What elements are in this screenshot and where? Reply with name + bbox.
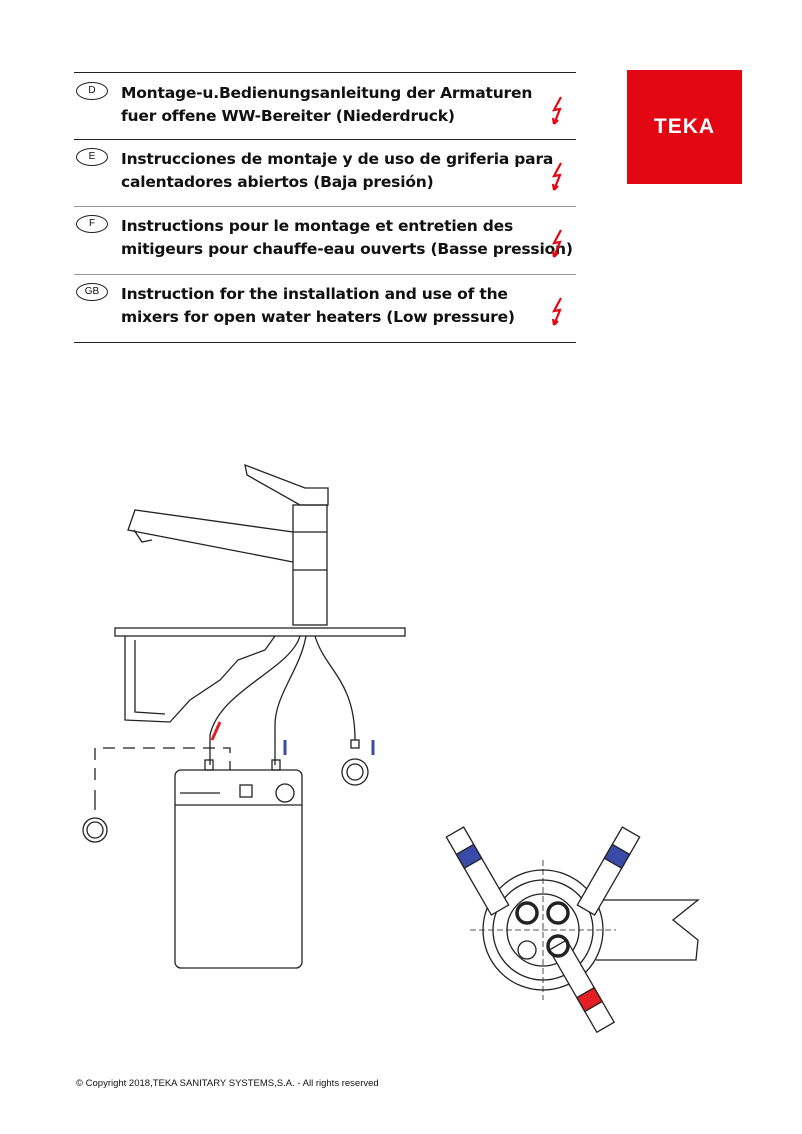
section-title: Montage-u.Bedienungsanleitung der Armaturen fuer offene WW-Bereiter (Niederdruck)	[121, 84, 533, 125]
divider	[74, 274, 576, 275]
divider	[74, 72, 576, 73]
section-title: Instrucciones de montaje y de uso de griferia para calentadores abiertos (Baja presión)	[121, 150, 554, 191]
lightning-bolt-icon	[550, 96, 566, 126]
divider	[74, 206, 576, 207]
lightning-bolt-icon	[550, 162, 566, 192]
divider	[74, 342, 576, 343]
language-badge: D	[76, 82, 108, 100]
language-badge: GB	[76, 283, 108, 301]
lightning-bolt-icon	[550, 297, 566, 327]
hose-connection-detail	[440, 800, 720, 1050]
section-title: Instruction for the installation and use of the mixers for open water heaters (Low pressure)	[121, 285, 515, 326]
faucet-installation-diagram	[60, 450, 440, 980]
language-badge: F	[76, 215, 108, 233]
teka-logo: TEKA	[627, 70, 742, 184]
copyright-footer: © Copyright 2018,TEKA SANITARY SYSTEMS,S.A. - All rights reserved	[76, 1078, 379, 1089]
section-title: Instructions pour le montage et entretien des mitigeurs pour chauffe-eau ouverts (Basse pression)	[121, 217, 573, 258]
lightning-bolt-icon	[550, 229, 566, 259]
divider	[74, 139, 576, 140]
language-badge: E	[76, 148, 108, 166]
